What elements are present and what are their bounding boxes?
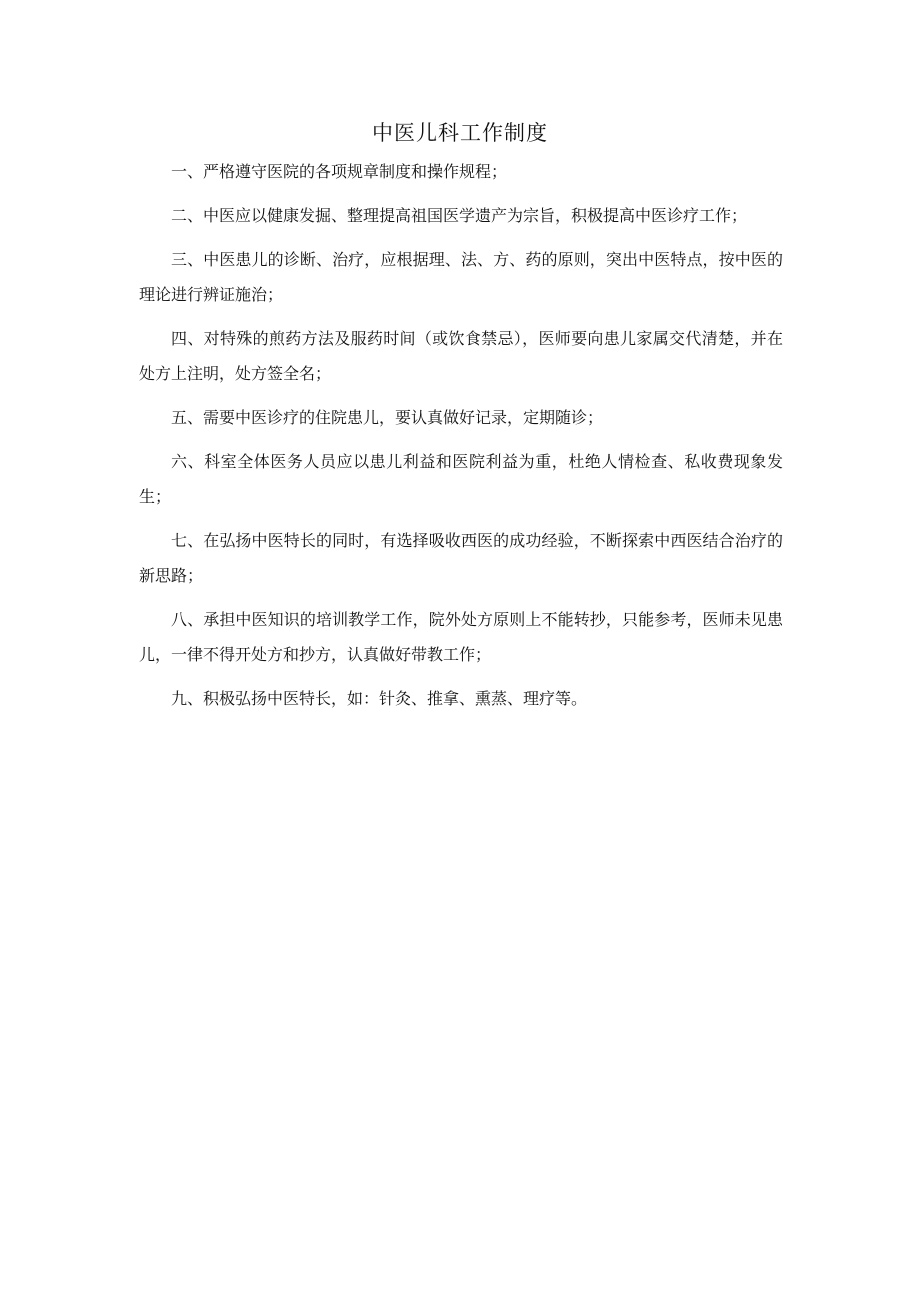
rule-paragraph-1: 一、严格遵守医院的各项规章制度和操作规程； — [171, 162, 508, 181]
rule-paragraph-3: 三、中医患儿的诊断、治疗，应根据理、法、方、药的原则，突出中医特点，按中医的理论进行辨证施治； — [139, 250, 783, 304]
rule-paragraph-4: 四、对特殊的煎药方法及服药时间（或饮食禁忌），医师要向患儿家属交代清楚，并在处方上注明，处方签全名； — [139, 329, 783, 383]
document-title: 中医儿科工作制度 — [372, 121, 548, 145]
rule-paragraph-8: 八、承担中医知识的培训教学工作，院外处方原则上不能转抄，只能参考，医师未见患儿，一律不得开处方和抄方，认真做好带教工作； — [139, 610, 783, 664]
rule-paragraph-5: 五、需要中医诊疗的住院患儿，要认真做好记录，定期随诊； — [171, 408, 604, 427]
rule-paragraph-6: 六、科室全体医务人员应以患儿利益和医院利益为重，杜绝人情检查、私收费现象发生； — [139, 452, 783, 506]
rule-paragraph-7: 七、在弘扬中医特长的同时，有选择吸收西医的成功经验，不断探索中西医结合治疗的新思路； — [139, 531, 783, 585]
rule-paragraph-2: 二、中医应以健康发掘、整理提高祖国医学遗产为宗旨，积极提高中医诊疗工作； — [171, 206, 748, 225]
document-body — [139, 154, 783, 725]
rule-paragraph-9: 九、积极弘扬中医特长，如：针灸、推拿、熏蒸、理疗等。 — [171, 689, 588, 708]
